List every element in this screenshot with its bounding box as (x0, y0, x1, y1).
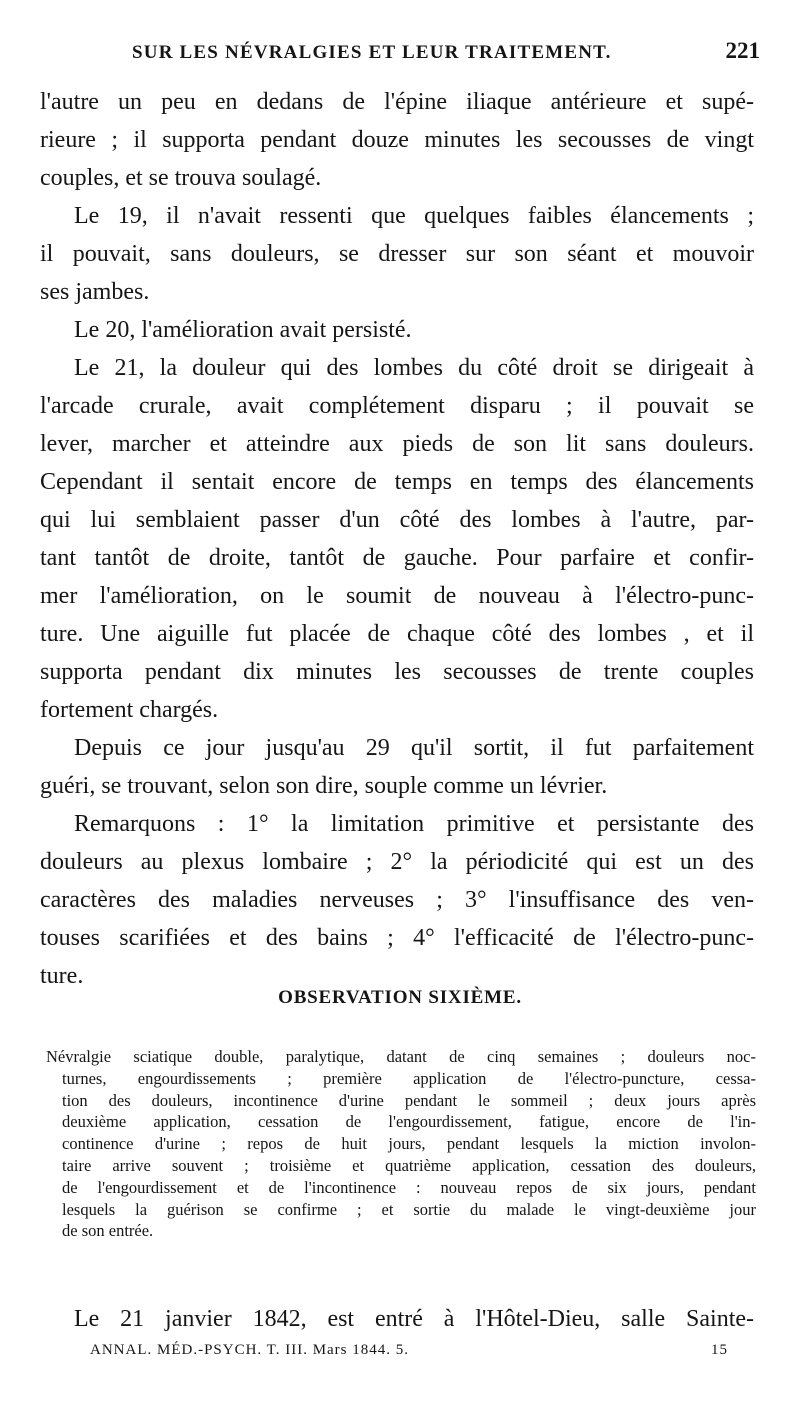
body-line: fortement chargés. (40, 697, 219, 723)
body-line: douleurs au plexus lombaire ; 2° la périodicité qui est un des (40, 849, 754, 875)
body-line: Le 19, il n'avait ressenti que quelques faibles élancements ; (74, 203, 754, 229)
body-line: caractères des maladies nerveuses ; 3° l'insuffisance des ven- (40, 887, 754, 913)
body-line: Cependant il sentait encore de temps en temps des élancements (40, 469, 754, 495)
body-line: mer l'amélioration, on le soumit de nouveau à l'électro-punc- (40, 583, 754, 609)
page-footer (90, 1342, 728, 1359)
summary-line: turnes, engourdissements ; première application de l'électro-puncture, cessa- (62, 1068, 756, 1088)
summary-line: tion des douleurs, incontinence d'urine pendant le sommeil ; deux jours après (62, 1090, 756, 1110)
body-line: rieure ; il supporta pendant douze minutes les secousses de vingt (40, 127, 754, 153)
body-line: il pouvait, sans douleurs, se dresser sur son séant et mouvoir (40, 241, 754, 267)
section-title: OBSERVATION SIXIÈME. (278, 987, 522, 1008)
body-line: tant tantôt de droite, tantôt de gauche. Pour parfaire et confir- (40, 545, 754, 571)
summary-line: de l'engourdissement et de l'incontinence : nouveau repos de six jours, pendant (62, 1177, 756, 1197)
body-line: l'arcade crurale, avait complétement disparu ; il pouvait se (40, 393, 754, 419)
summary-line: de son entrée. (62, 1221, 154, 1241)
summary-line: Névralgie sciatique double, paralytique, datant de cinq semaines ; douleurs noc- (46, 1047, 756, 1066)
summary-line: deuxième application, cessation de l'engourdissement, fatigue, encore de l'in- (62, 1112, 756, 1132)
body-line: l'autre un peu en dedans de l'épine iliaque antérieure et supé- (40, 89, 754, 115)
body-line: Le 20, l'amélioration avait persisté. (74, 317, 412, 343)
footer-signature: ANNAL. MÉD.-PSYCH. T. III. Mars 1844. 5. (90, 1342, 410, 1358)
body-line: couples, et se trouva soulagé. (40, 165, 322, 191)
final-body-line: Le 21 janvier 1842, est entré à l'Hôtel-Dieu, salle Sainte- (74, 1306, 754, 1332)
body-line: ture. Une aiguille fut placée de chaque côté des lombes , et il (40, 621, 754, 647)
summary-line: taire arrive souvent ; troisième et quatrième application, cessation des douleurs, (62, 1155, 756, 1175)
body-line: Remarquons : 1° la limitation primitive et persistante des (74, 811, 754, 837)
observation-summary (46, 1046, 756, 1242)
footer-signature-number: 15 (711, 1342, 728, 1358)
body-line: ses jambes. (40, 279, 150, 305)
summary-line: continence d'urine ; repos de huit jours, pendant lesquels la miction involon- (62, 1134, 756, 1154)
page-number: 221 (725, 38, 760, 63)
body-line: Depuis ce jour jusqu'au 29 qu'il sortit, il fut parfaitement (74, 735, 754, 761)
body-line: Le 21, la douleur qui des lombes du côté droit se dirigeait à (74, 355, 754, 381)
body-line: touses scarifiées et des bains ; 4° l'efficacité de l'électro-punc- (40, 925, 754, 951)
body-line: qui lui semblaient passer d'un côté des lombes à l'autre, par- (40, 507, 754, 533)
body-line: lever, marcher et atteindre aux pieds de son lit sans douleurs. (40, 431, 754, 457)
body-line: supporta pendant dix minutes les secousses de trente couples (40, 659, 754, 685)
page-header (40, 38, 760, 72)
body-line: guéri, se trouvant, selon son dire, souple comme un lévrier. (40, 773, 608, 799)
summary-line: lesquels la guérison se confirme ; et sortie du malade le vingt-deuxième jour (62, 1199, 756, 1219)
running-title: SUR LES NÉVRALGIES ET LEUR TRAITEMENT. (132, 42, 612, 63)
body-line: ture. (40, 963, 84, 989)
body-text (40, 83, 754, 995)
